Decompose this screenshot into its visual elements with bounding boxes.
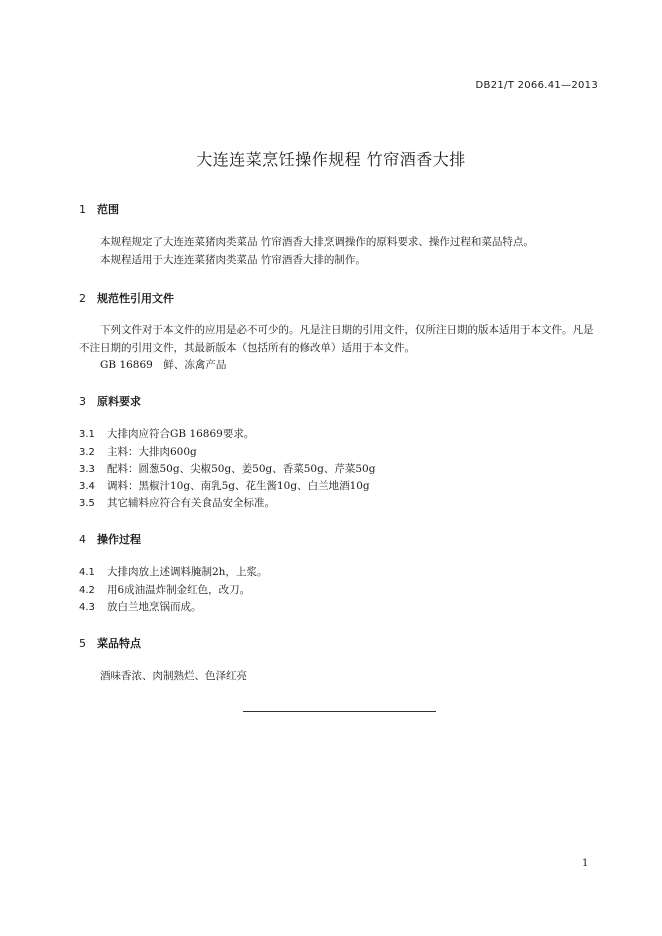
- end-rule: [243, 711, 436, 712]
- section-title: 原料要求: [97, 395, 141, 408]
- refs-paragraph-1: 下列文件对于本文件的应用是必不可少的。凡是注日期的引用文件，仅所注日期的版本适用于本文件。凡是不注日期的引用文件，其最新版本（包括所有的修改单）适用于本文件。: [79, 324, 594, 354]
- section-number: 2: [79, 292, 86, 305]
- list-item: [79, 598, 202, 617]
- item-text: 配料：圆葱50g、尖椒50g、姜50g、香菜50g、芹菜50g: [107, 463, 376, 475]
- item-text: 主料：大排肉600g: [107, 446, 197, 458]
- item-number: 4.1: [79, 567, 95, 578]
- item-text: 其它辅料应符合有关食品安全标准。: [107, 497, 275, 509]
- section-heading-materials: [79, 393, 141, 409]
- item-text: 放白兰地烹锅而成。: [107, 601, 202, 613]
- list-item: [79, 563, 267, 582]
- section-title: 操作过程: [97, 533, 141, 546]
- item-number: 3.3: [79, 464, 95, 475]
- document-title: 大连连菜烹饪操作规程 竹帘酒香大排: [196, 150, 466, 169]
- item-number: 3.2: [79, 447, 95, 458]
- item-text: 调料：黑椒汁10g、南乳5g、花生酱10g、白兰地酒10g: [107, 480, 370, 492]
- section-number: 3: [79, 395, 86, 408]
- list-item: [79, 494, 275, 513]
- page-number: 1: [582, 858, 589, 869]
- item-text: 大排肉应符合GB 16869要求。: [107, 428, 255, 440]
- section-heading-process: [79, 531, 141, 547]
- section-heading-scope: [79, 201, 119, 217]
- scope-paragraph-2: 本规程适用于大连连菜猪肉类菜品 竹帘酒香大排的制作。: [100, 254, 366, 266]
- item-number: 3.4: [79, 481, 95, 492]
- section-heading-refs: [79, 290, 174, 306]
- section-title: 规范性引用文件: [97, 292, 174, 305]
- section-title: 范围: [97, 203, 119, 216]
- section-heading-features: [79, 635, 141, 651]
- list-item: [79, 425, 254, 444]
- features-text: 酒味香浓、肉制熟烂、色泽红亮: [100, 670, 247, 682]
- section-title: 菜品特点: [97, 637, 141, 650]
- section-number: 4: [79, 533, 86, 546]
- section-number: 1: [79, 203, 86, 216]
- standard-code: DB21/T 2066.41—2013: [475, 80, 598, 91]
- item-number: 4.2: [79, 585, 95, 596]
- section-number: 5: [79, 637, 86, 650]
- item-number: 3.1: [79, 429, 95, 440]
- scope-paragraph-1: 本规程规定了大连连菜猪肉类菜品 竹帘酒香大排烹调操作的原料要求、操作过程和菜品特点。: [100, 236, 534, 248]
- item-text: 大排肉放上述调料腌制2h，上浆。: [107, 566, 268, 578]
- reference-item: GB 16869 鲜、冻禽产品: [100, 359, 227, 371]
- item-number: 3.5: [79, 498, 95, 509]
- item-text: 用6成油温炸制金红色，改刀。: [107, 584, 251, 596]
- item-number: 4.3: [79, 602, 95, 613]
